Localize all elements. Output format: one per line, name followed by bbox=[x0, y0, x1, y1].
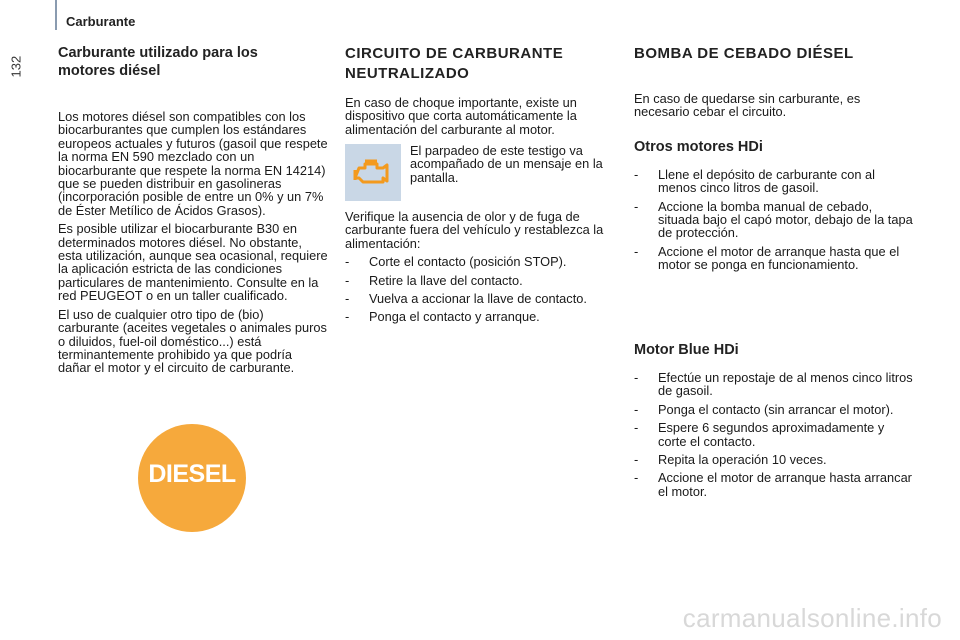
paragraph-crash-cutoff: En caso de choque importante, existe un dispositivo que corta automáticamente la alimentación del carburante al motor. bbox=[345, 95, 577, 137]
paragraph-verify: Verifique la ausencia de olor y de fuga de carburante fuera del vehículo y restablezca la alimentación: bbox=[345, 209, 604, 251]
section-label: Carburante bbox=[66, 14, 136, 29]
paragraph-b30: Es posible utilizar el biocarburante B30 en determinados motores diésel. No obstante, esta utilización, aunque sea ocasional, requiere la aplicación estricta de las condiciones particulares de mantenimiento. Consulte en la red PEUGEOT o en un taller cualificado. bbox=[58, 221, 328, 304]
warning-description bbox=[410, 144, 615, 189]
column-fuel-types bbox=[58, 44, 328, 380]
diesel-logo bbox=[138, 424, 246, 532]
list-item: - Ponga el contacto (sin arrancar el motor). bbox=[634, 403, 914, 416]
blue-hdi-steps-list bbox=[634, 371, 914, 498]
list-item: - Ponga el contacto y arranque. bbox=[345, 310, 620, 323]
heading-fuel-cutoff-line2: NEUTRALIZADO bbox=[345, 65, 470, 82]
paragraph-forbidden: El uso de cualquier otro tipo de (bio) carburante (aceites vegetales o animales puros o diluidos, fuel-oil doméstico...) está terminantemente prohibido ya que podría dañar el motor y el circuito de carburante. bbox=[58, 306, 327, 376]
blue-hdi-section bbox=[634, 341, 914, 503]
watermark: carmanualsonline.info bbox=[682, 603, 942, 633]
heading-fuel-cutoff-line1: CIRCUITO DE CARBURANTE bbox=[345, 45, 564, 62]
list-item: - Espere 6 segundos aproximadamente y corte el contacto. bbox=[634, 421, 914, 448]
list-item: - Efectúe un repostaje de al menos cinco litros de gasoil. bbox=[634, 371, 914, 398]
list-item: - Retire la llave del contacto. bbox=[345, 274, 620, 287]
paragraph-warning-light: El parpadeo de este testigo va acompañado de un mensaje en la pantalla. bbox=[410, 143, 603, 185]
list-item: - Corte el contacto (posición STOP). bbox=[345, 255, 620, 268]
paragraph-biofuel-compat: Los motores diésel son compatibles con los biocarburantes que cumplen los estándares europeos actuales y futuros (gasoil que respete la norma EN 590 mezclado con un biocarburante que respete la norma EN 14214) que se pueden distribuir en gasolineras (incorporación posible de entre un 0% y un 7% de Éster Metílico de Ácidos Grasos). bbox=[58, 109, 328, 218]
engine-warning-icon bbox=[345, 144, 401, 201]
paragraph-priming: En caso de quedarse sin carburante, es necesario cebar el circuito. bbox=[634, 91, 861, 120]
column-priming-pump bbox=[634, 44, 914, 277]
page-number: 132 bbox=[8, 55, 24, 78]
list-item: - Accione la bomba manual de cebado, situada bajo el capó motor, debajo de la tapa de protección. bbox=[634, 200, 914, 240]
restore-steps-list bbox=[345, 255, 620, 324]
column-fuel-cutoff bbox=[345, 44, 620, 141]
restore-instructions bbox=[345, 210, 620, 329]
heading-fuel-used: Carburante utilizado para los motores diésel bbox=[58, 45, 258, 79]
list-item: - Repita la operación 10 veces. bbox=[634, 453, 914, 466]
heading-other-hdi: Otros motores HDi bbox=[634, 138, 763, 155]
header-divider bbox=[55, 0, 57, 30]
list-item: - Vuelva a accionar la llave de contacto. bbox=[345, 292, 620, 305]
list-item: - Accione el motor de arranque hasta arrancar el motor. bbox=[634, 471, 914, 498]
diesel-logo-text: DIESEL bbox=[148, 460, 236, 488]
other-hdi-steps-list bbox=[634, 168, 914, 272]
list-item: - Accione el motor de arranque hasta que el motor se ponga en funcionamiento. bbox=[634, 245, 914, 272]
heading-blue-hdi: Motor Blue HDi bbox=[634, 342, 739, 358]
list-item: - Llene el depósito de carburante con al menos cinco litros de gasoil. bbox=[634, 168, 914, 195]
heading-priming-pump: BOMBA DE CEBADO DIÉSEL bbox=[634, 45, 854, 62]
